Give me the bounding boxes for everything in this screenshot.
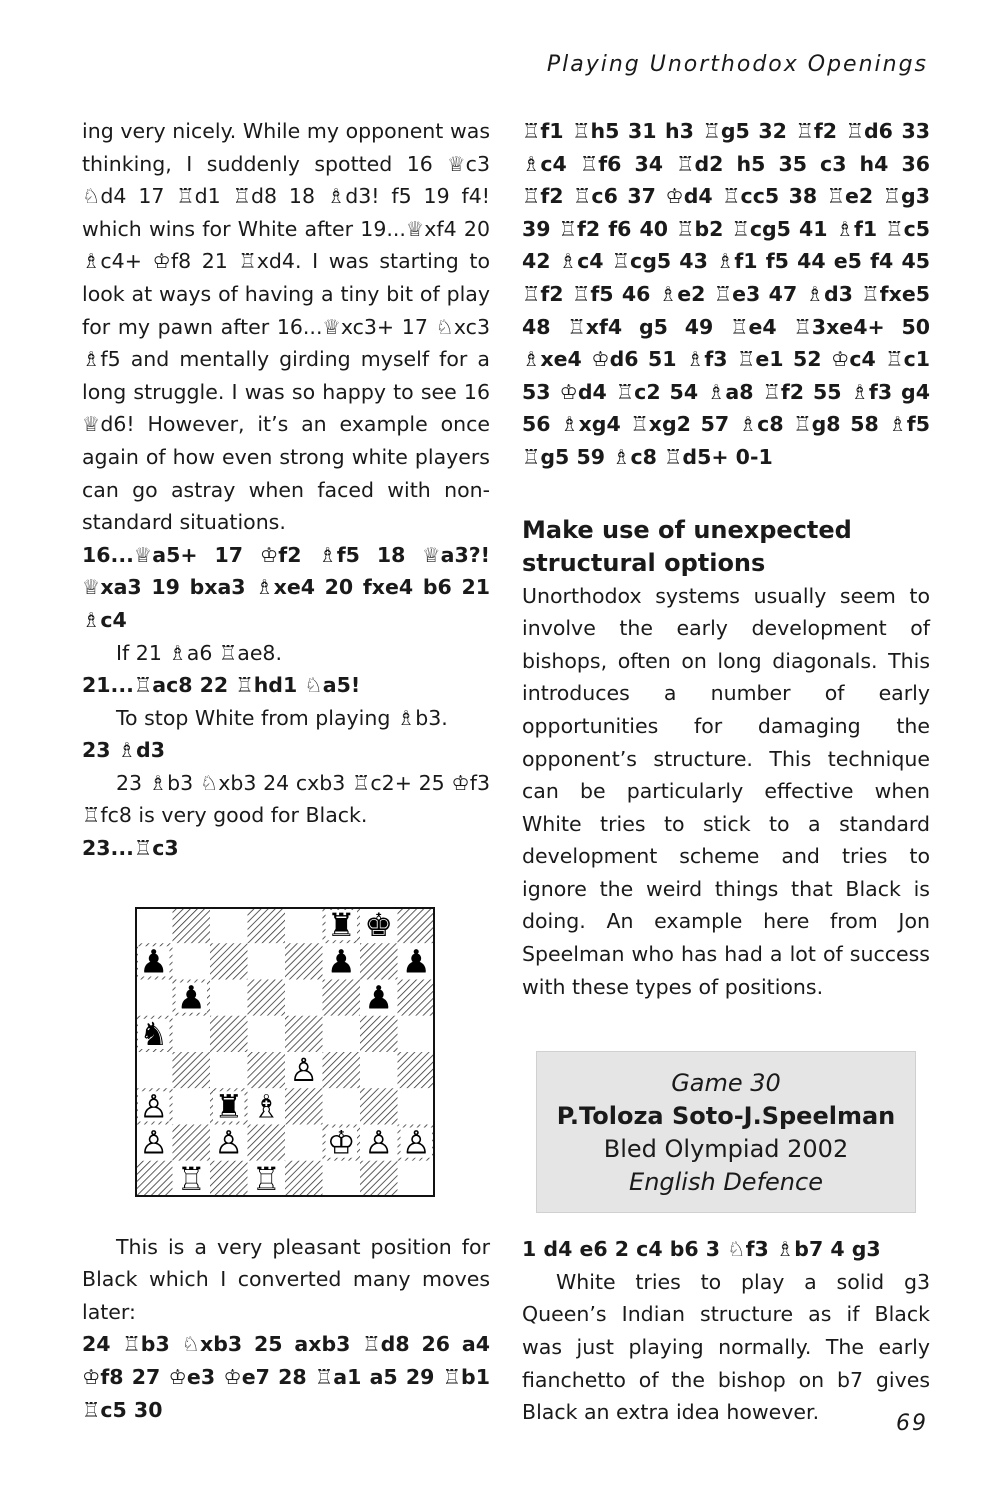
dark-square (210, 1015, 248, 1051)
chess-piece-white-b1: ♖ (176, 1159, 206, 1197)
chess-piece-black-g8: ♚ (364, 906, 394, 944)
dark-square (210, 1160, 248, 1196)
chess-piece-white-a2: ♙ (139, 1123, 169, 1162)
chess-piece-white-a3: ♙ (139, 1087, 169, 1126)
dark-square (248, 907, 286, 943)
paragraph: White tries to play a solid g3 Queen’s Indian structure as if Black was just playing normally. The early fianchetto of the bishop on b7 gives Black an extra idea however. (522, 1269, 930, 1425)
page-number: 69 (896, 1411, 928, 1436)
dark-square (323, 979, 361, 1015)
dark-square (210, 943, 248, 979)
dark-square (173, 907, 211, 943)
chess-piece-white-g2: ♙ (364, 1123, 394, 1162)
dark-square (398, 979, 436, 1015)
chess-piece-black-f8: ♜ (326, 906, 356, 944)
chess-piece-white-e4: ♙ (289, 1050, 319, 1089)
dark-square (285, 1160, 323, 1196)
paragraph: To stop White from playing ♗b3. (116, 705, 448, 730)
move-line: 16...♕a5+ 17 ♔f2 ♗f5 18 ♕a3?! ♕xa3 19 bxa3 ♗xe4 20 fxe4 b6 21 ♗c4 (82, 542, 490, 632)
game-title: Game 30 (671, 1069, 781, 1098)
dark-square (360, 1160, 398, 1196)
light-square (398, 1088, 436, 1124)
chess-piece-white-f2: ♔ (326, 1123, 356, 1162)
paragraph: ing very nicely. While my opponent was thinking, I suddenly spotted 16 ♕c3 ♘d4 17 ♖d1 ♖d8 18 ♗d3! f5 19 f4! which wins for White after 19...♕xf4 20 ♗c4+ ♔f8 21 ♖xd4. I was starting to look at ways of having a tiny bit of play for my pawn after 16...♕xc3+ 17 ♘xc3 ♗f5 and mentally girding myself for a long struggle. I was so happy to see 16 ♕d6! However, it’s an example once again of how even strong white players can go astray when faced with non-standard situations. (82, 119, 490, 535)
light-square (248, 1015, 286, 1051)
dark-square (248, 1124, 286, 1160)
dark-square (285, 943, 323, 979)
chess-piece-white-d3: ♗ (251, 1087, 281, 1126)
game-opening: English Defence (629, 1168, 823, 1197)
dark-square (248, 979, 286, 1015)
light-square (248, 943, 286, 979)
paragraph: 23 ♗b3 ♘xb3 24 cxb3 ♖c2+ 25 ♔f3 ♖fc8 is very good for Black. (82, 770, 490, 828)
game-players: P.Toloza Soto-J.Speelman (556, 1102, 896, 1131)
light-square (323, 1088, 361, 1124)
game-event: Bled Olympiad 2002 (603, 1135, 849, 1164)
move-line: ♖f1 ♖h5 31 h3 ♖g5 32 ♖f2 ♖d6 33 ♗c4 ♖f6 34 ♖d2 h5 35 c3 h4 36 ♖f2 ♖c6 37 ♔d4 ♖cc5 38 ♖e2 ♖g3 39 ♖f2 f6 40 ♖b2 ♖cg5 41 ♗f1 ♖c5 42 ♗c4 ♖cg5 43 ♗f1 f5 44 e5 f4 45 ♖f2 ♖f5 46 ♗e2 ♖e3 47 ♗d3 ♖fxe5 48 ♖xf4 g5 49 ♖e4 ♖3xe4+ 50 ♗xe4 ♔d6 51 ♗f3 ♖e1 52 ♔c4 ♖c1 53 ♔d4 ♖c2 54 ♗a8 ♖f2 55 ♗f3 g4 56 ♗xg4 ♖xg2 57 ♗c8 ♖g8 58 ♗f5 ♖g5 59 ♗c8 ♖d5+ 0-1 (522, 119, 930, 469)
light-square (210, 907, 248, 943)
dark-square (360, 1088, 398, 1124)
chess-piece-white-c2: ♙ (214, 1123, 244, 1162)
dark-square (285, 1088, 323, 1124)
light-square (135, 907, 173, 943)
chess-piece-black-f7: ♟ (326, 942, 356, 981)
light-square (135, 1052, 173, 1088)
light-square (173, 1088, 211, 1124)
dark-square (323, 1052, 361, 1088)
right-column (522, 115, 930, 1429)
left-column (82, 115, 490, 1426)
light-square (360, 1052, 398, 1088)
chess-piece-white-h2: ♙ (401, 1123, 431, 1162)
move-line: 21...♖ac8 22 ♖hd1 ♘a5! (82, 673, 361, 698)
move-line: 23 ♗d3 (82, 738, 165, 763)
chess-piece-black-a7: ♟ (139, 942, 169, 981)
dark-square (135, 1160, 173, 1196)
move-line: 23...♖c3 (82, 836, 179, 861)
light-square (173, 1015, 211, 1051)
light-square (323, 1015, 361, 1051)
light-square (285, 1124, 323, 1160)
game-header-box (536, 1051, 916, 1213)
light-square (173, 943, 211, 979)
chess-piece-black-b6: ♟ (176, 978, 206, 1017)
dark-square (360, 1015, 398, 1051)
dark-square (285, 1015, 323, 1051)
chess-piece-black-h7: ♟ (401, 942, 431, 981)
light-square (398, 1160, 436, 1196)
dark-square (248, 1052, 286, 1088)
paragraph: This is a very pleasant position for Black which I converted many moves later: (82, 1234, 490, 1324)
chess-diagram (135, 907, 435, 1197)
move-line: 24 ♖b3 ♘xb3 25 axb3 ♖d8 26 a4 ♔f8 27 ♔e3 ♔e7 28 ♖a1 a5 29 ♖b1 ♖c5 30 (82, 1332, 490, 1422)
paragraph: If 21 ♗a6 ♖ae8. (116, 640, 282, 665)
light-square (285, 979, 323, 1015)
dark-square (360, 943, 398, 979)
light-square (135, 979, 173, 1015)
dark-square (398, 907, 436, 943)
running-header: Playing Unorthodox Openings (546, 52, 928, 77)
dark-square (173, 1052, 211, 1088)
light-square (210, 1052, 248, 1088)
chess-piece-black-g6: ♟ (364, 978, 394, 1017)
dark-square (173, 1124, 211, 1160)
chess-board (135, 907, 435, 1197)
move-line: 1 d4 e6 2 c4 b6 3 ♘f3 ♗b7 4 g3 (522, 1237, 881, 1262)
dark-square (398, 1052, 436, 1088)
chess-piece-black-c3: ♜ (214, 1087, 244, 1126)
light-square (398, 1015, 436, 1051)
chess-piece-white-d1: ♖ (251, 1159, 281, 1197)
light-square (285, 907, 323, 943)
light-square (210, 979, 248, 1015)
paragraph: Unorthodox systems usually seem to involve the early development of bishops, often on long diagonals. This introduces a number of early opportunities for damaging the opponent’s structure. This technique can be particularly effective when White tries to stick to a standard development scheme and tries to ignore the weird things that Black is doing. An example here from Jon Speelman who has had a lot of success with these types of positions. (522, 583, 930, 999)
section-heading: Make use of unexpected structural options (522, 515, 852, 577)
light-square (323, 1160, 361, 1196)
chess-piece-black-a5: ♞ (139, 1014, 169, 1053)
